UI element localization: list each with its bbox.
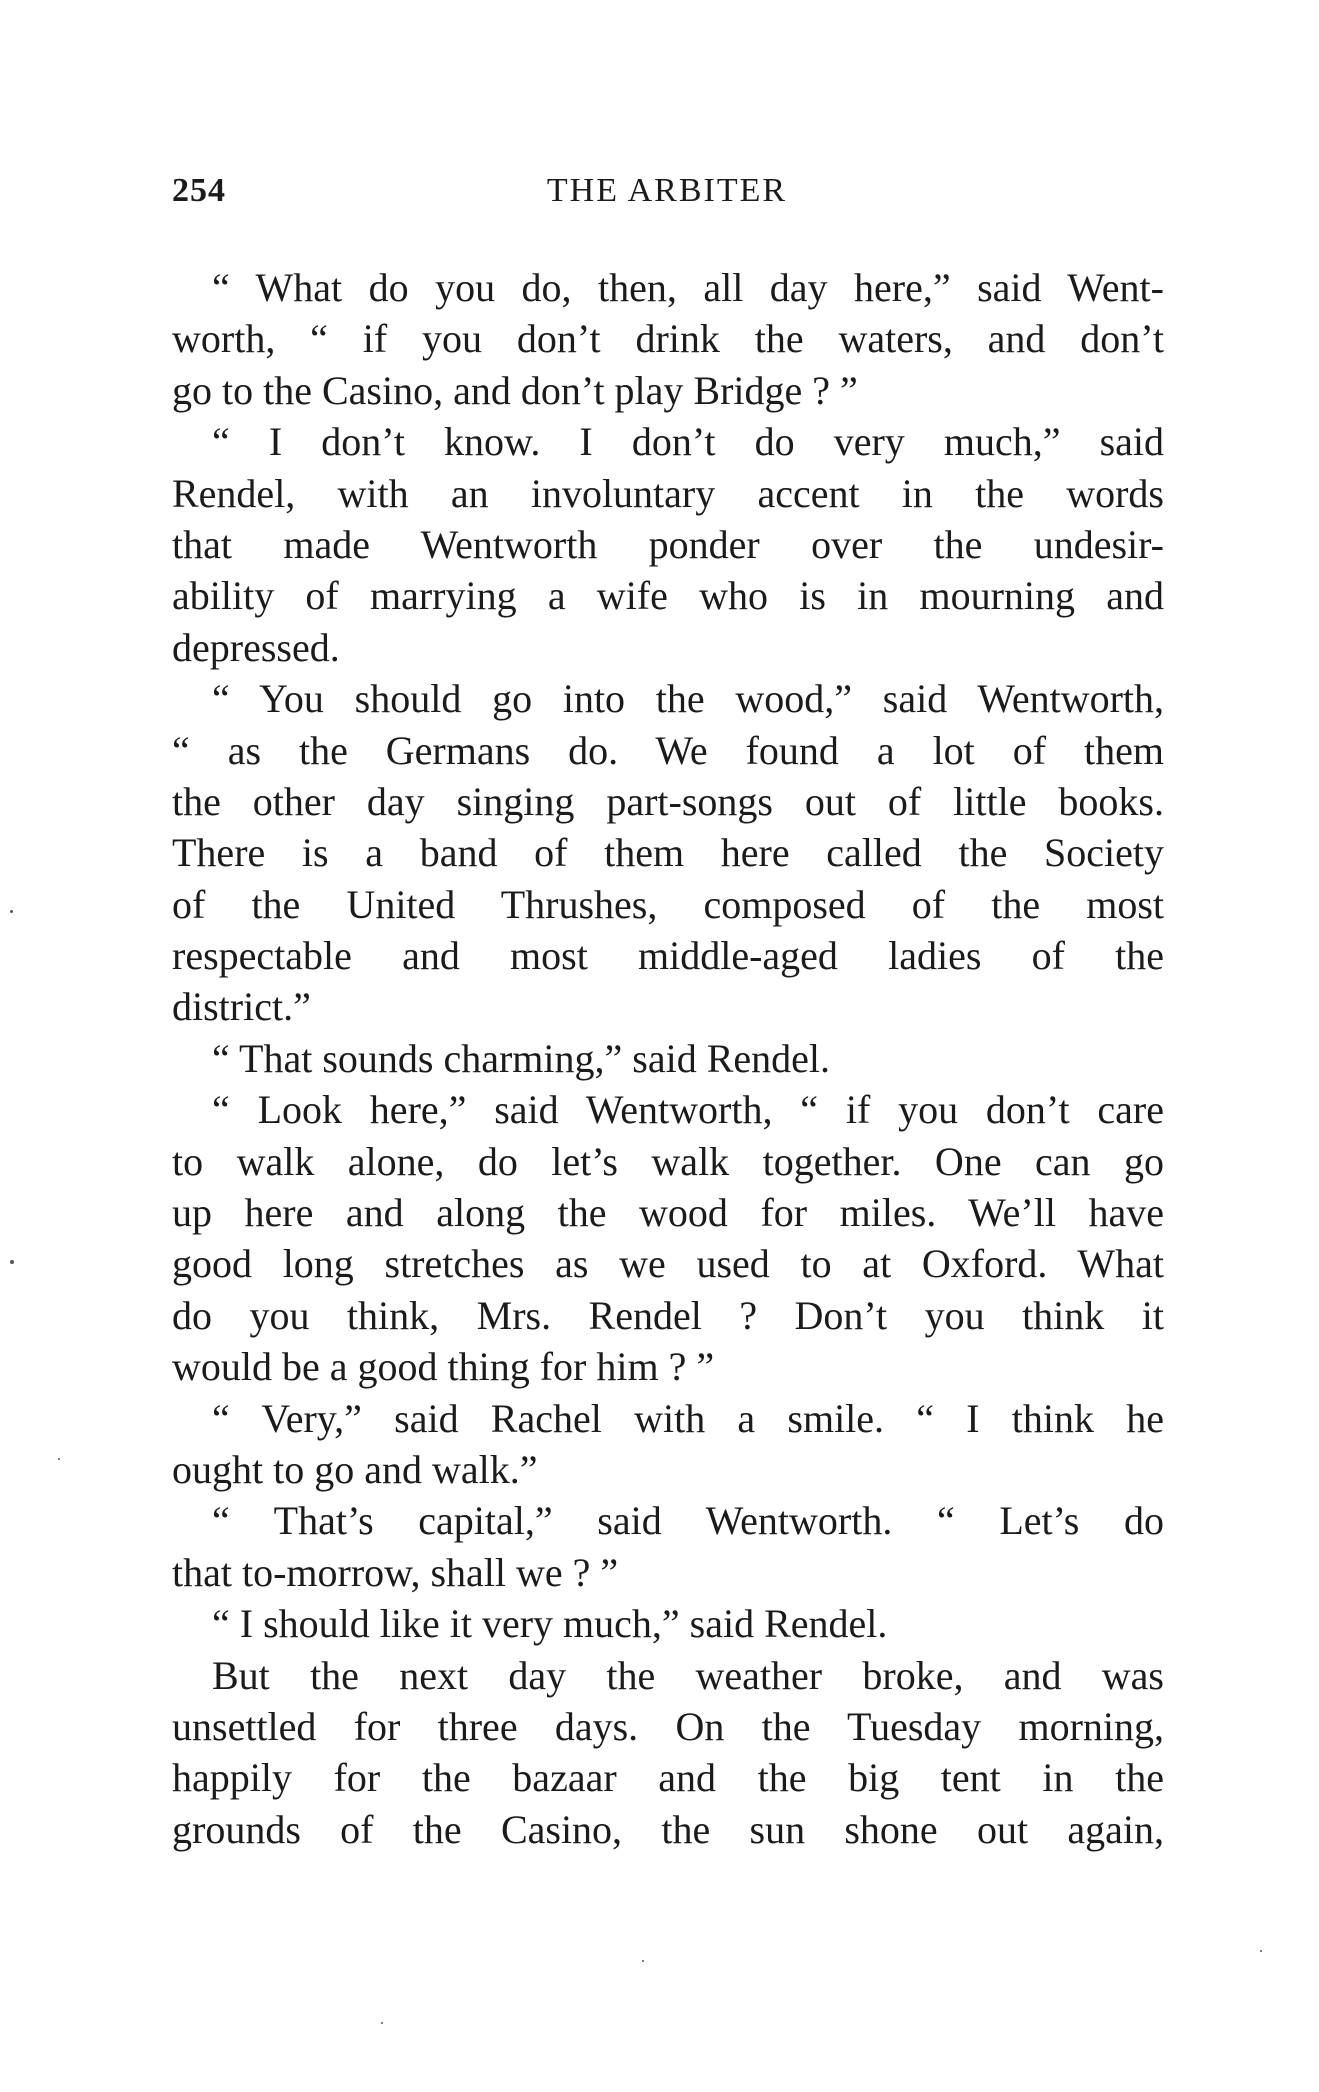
text-line: unsettled for three days. On the Tuesday morning,: [172, 1703, 1164, 1749]
text-line: “ I don’t know. I don’t do very much,” said: [212, 419, 1164, 465]
text-line: Rendel, with an involuntary accent in the words: [172, 470, 1164, 516]
text-line: that made Wentworth ponder over the undesir-: [172, 521, 1164, 567]
text-line: There is a band of them here called the Society: [172, 830, 1164, 876]
scan-speck: [1260, 1950, 1262, 1952]
page-number: 254: [172, 172, 226, 209]
text-line: “ I should like it very much,” said Rendel.: [212, 1601, 888, 1647]
scan-speck: [10, 1260, 14, 1264]
text-line: grounds of the Casino, the sun shone out again,: [172, 1806, 1164, 1852]
text-line: respectable and most middle-aged ladies of the: [172, 933, 1164, 979]
scan-speck: [10, 910, 13, 913]
text-line: depressed.: [172, 624, 340, 670]
text-line: do you think, Mrs. Rendel ? Don’t you think it: [172, 1292, 1164, 1338]
page-header: [172, 172, 1162, 212]
text-line: the other day singing part-songs out of little books.: [172, 778, 1164, 824]
scan-speck: [642, 1960, 644, 1962]
running-title: THE ARBITER: [546, 172, 788, 209]
text-line: ability of marrying a wife who is in mourning and: [172, 573, 1164, 619]
text-line: But the next day the weather broke, and was: [212, 1652, 1164, 1698]
text-line: “ as the Germans do. We found a lot of them: [172, 727, 1164, 773]
text-line: of the United Thrushes, composed of the most: [172, 881, 1164, 927]
text-line: to walk alone, do let’s walk together. One can go: [172, 1138, 1164, 1184]
text-line: go to the Casino, and don’t play Bridge ? ”: [172, 367, 858, 413]
text-line: up here and along the wood for miles. We’ll have: [172, 1190, 1164, 1236]
text-line: ought to go and walk.”: [172, 1446, 538, 1492]
text-line: “ You should go into the wood,” said Wentworth,: [212, 676, 1164, 722]
text-line: good long stretches as we used to at Oxford. What: [172, 1241, 1164, 1287]
body-text: [172, 262, 1164, 1855]
text-line: happily for the bazaar and the big tent in the: [172, 1755, 1164, 1801]
text-line: that to-morrow, shall we ? ”: [172, 1549, 619, 1595]
text-line: worth, “ if you don’t drink the waters, and don’t: [172, 316, 1164, 362]
text-line: district.”: [172, 984, 311, 1030]
text-line: “ What do you do, then, all day here,” said Went-: [212, 265, 1164, 310]
text-line: “ That’s capital,” said Wentworth. “ Let’s do: [212, 1498, 1164, 1544]
text-line: “ That sounds charming,” said Rendel.: [212, 1035, 831, 1081]
text-line: “ Look here,” said Wentworth, “ if you don’t care: [212, 1087, 1164, 1133]
scan-speck: [58, 1458, 60, 1460]
text-line: “ Very,” said Rachel with a smile. “ I think he: [212, 1395, 1164, 1441]
scan-speck: [381, 2022, 383, 2024]
text-line: would be a good thing for him ? ”: [172, 1344, 715, 1390]
